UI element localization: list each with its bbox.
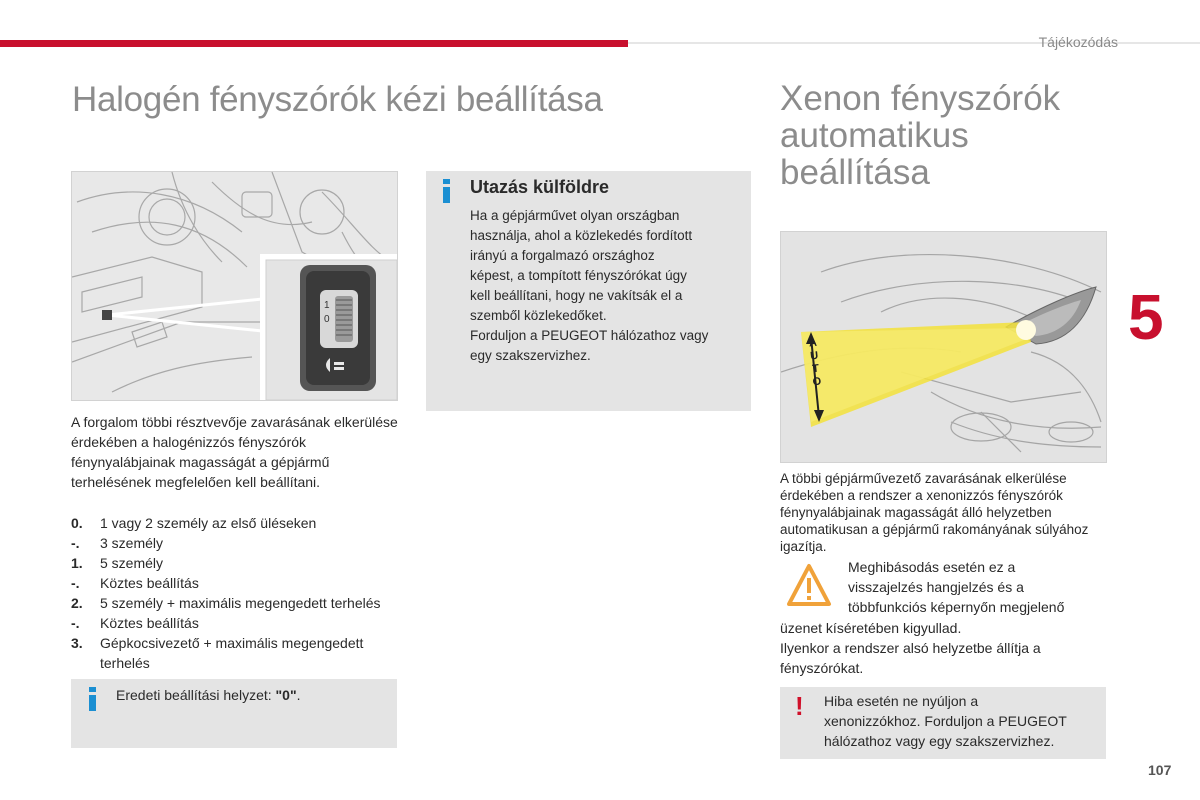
section-label: Tájékozódás (1038, 34, 1118, 50)
travel-abroad-box (426, 171, 751, 411)
default-setting-text: Eredeti beállítási helyzet: "0". (116, 687, 301, 703)
warning-continue: üzenet kíséretében kigyullad. (780, 620, 962, 636)
dashboard-dial-illustration (71, 171, 398, 401)
dial-mark-0: 0 (324, 314, 330, 325)
xenon-headlight-illustration (780, 231, 1107, 463)
page-title-xenon: Xenon fényszórók automatikus beállítása (780, 79, 1061, 192)
header-accent-bar (0, 40, 628, 47)
xenon-intro: A többi gépjárművezető zavarásának elkerülése érdekében a rendszer a xenonizzós fényszórók fénynyalábjainak magasságát álló helyzetben automatikusan a gépjármű rakományának súlyához igazítja. (780, 471, 1089, 554)
travel-abroad-title: Utazás külföldre (470, 177, 610, 197)
list-item: 1. 5 személy (71, 555, 164, 571)
load-position-list (71, 513, 406, 673)
chapter-number: 5 (1128, 281, 1164, 353)
list-item: -. 3 személy (71, 535, 164, 551)
list-item: 0. 1 vagy 2 személy az első üléseken (71, 515, 317, 531)
info-icon (89, 687, 97, 711)
warning-text: Meghibásodás esetén ez a visszajelzés hangjelzés és a többfunkciós képernyőn megjelenő (848, 559, 1065, 615)
list-item: -. Köztes beállítás (71, 575, 199, 591)
halogen-intro: A forgalom többi résztvevője zavarásának elkerülése érdekében a halogénizzós fényszórók fénynyalábjainak magasságát a gépjármű terhelésének megfelelően kell beállítani. (71, 414, 398, 490)
dashboard-sketch (72, 172, 397, 400)
info-icon (443, 179, 451, 203)
list-item: 3. Gépkocsivezető + maximális megengedett terhelés (71, 635, 364, 671)
auto-label: AUTO (808, 336, 822, 389)
page-number: 107 (1148, 762, 1172, 778)
warning-after: Ilyenkor a rendszer alsó helyzetbe állítja a fényszórókat. (780, 640, 1041, 676)
xenon-alert-box (780, 687, 1106, 759)
page-title-halogen: Halogén fényszórók kézi beállítása (72, 80, 603, 119)
car-front-sketch (781, 232, 1106, 462)
exclamation-icon: ! (795, 691, 804, 721)
dial-mark-1: 1 (324, 300, 330, 311)
list-item: 2. 5 személy + maximális megengedett terhelés (71, 595, 381, 611)
warning-triangle-icon (786, 562, 832, 610)
xenon-alert-text: Hiba esetén ne nyúljon a xenonizzókhoz. Forduljon a PEUGEOT hálózathoz vagy egy szakszervizhez. (824, 693, 1067, 749)
default-setting-note (71, 679, 397, 748)
list-item: -. Köztes beállítás (71, 615, 199, 631)
travel-abroad-text: Ha a gépjárművet olyan országban használja, ahol a közlekedés fordított irányú a forgalmazó országhoz képest, a tompított fényszórókat úgy kell beállítani, hogy ne vakítsák el a szemből közlekedőket. Forduljon a PEUGEOT hálózathoz vagy egy szakszervizhez. (470, 208, 709, 363)
